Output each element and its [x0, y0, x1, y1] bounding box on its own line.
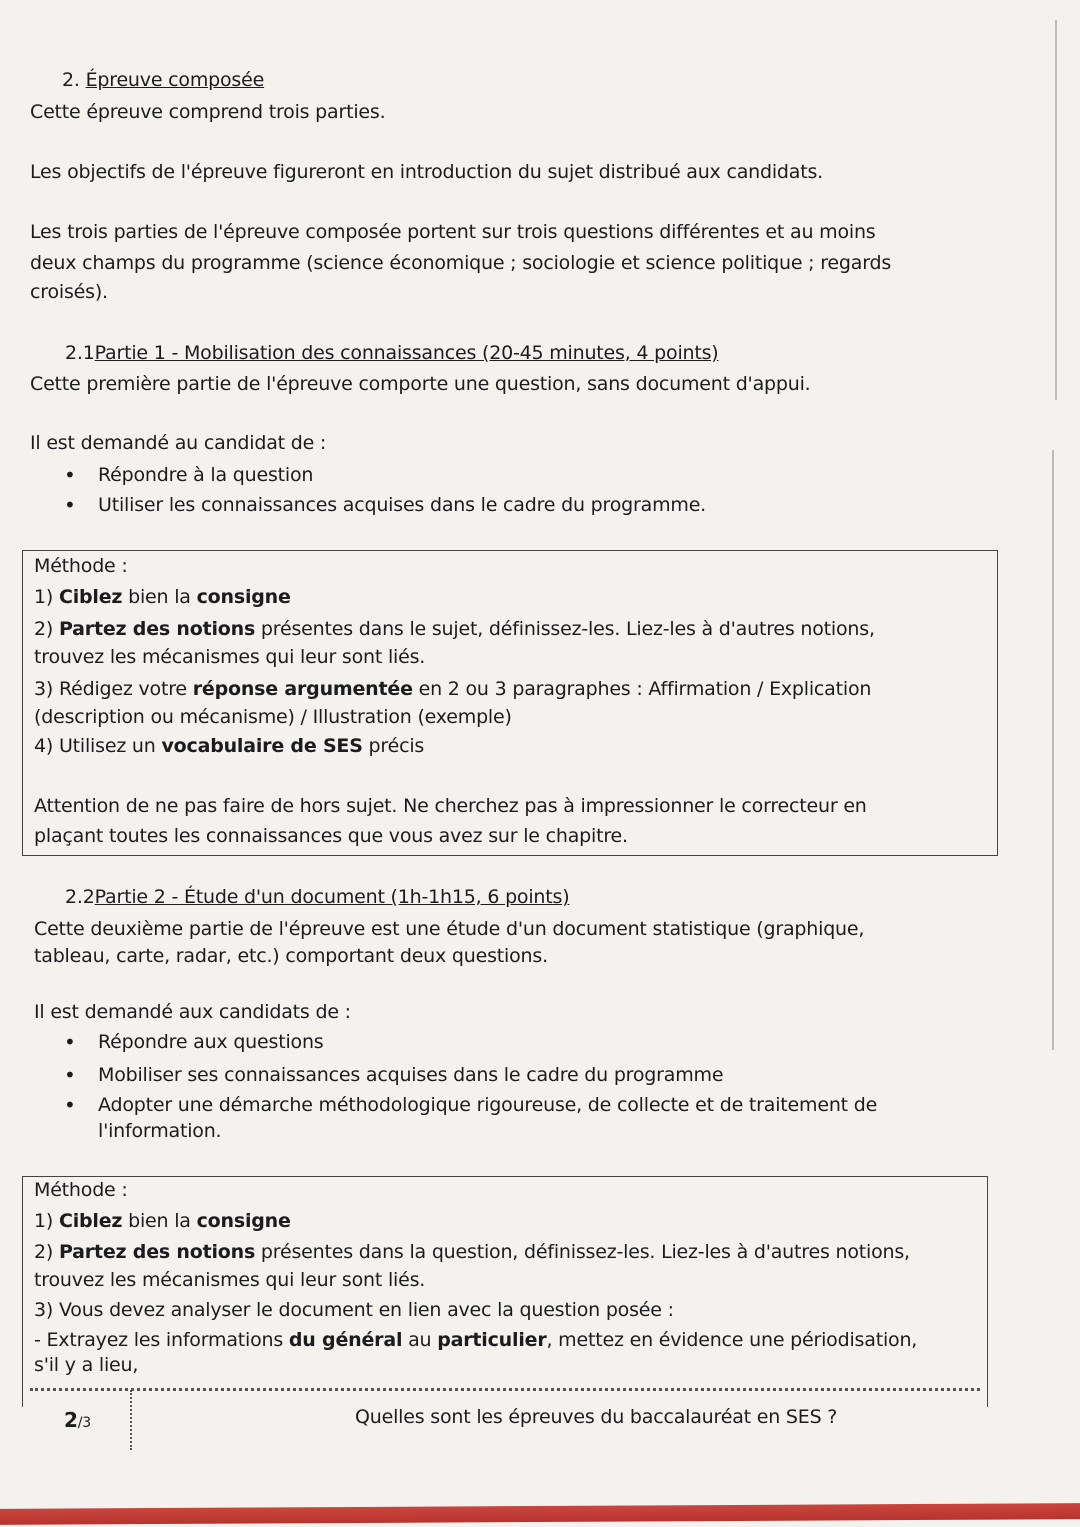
underlined-heading: Partie 2 - Étude d'un document (1h-1h15, 6 points): [94, 886, 570, 908]
text-segment: au: [402, 1329, 438, 1351]
part2-desc-line: [34, 917, 864, 941]
page-edge: [1055, 20, 1057, 400]
text-segment: Il est demandé au candidat de :: [30, 432, 327, 454]
text-segment: croisés).: [30, 281, 108, 303]
text-segment: s'il y a lieu,: [34, 1354, 139, 1376]
intro-2-line: [30, 160, 823, 184]
red-binder-edge: [0, 1503, 1080, 1525]
bold-text: consigne: [196, 586, 291, 608]
text-segment: Méthode :: [34, 1179, 128, 1201]
part1-desc-line: [30, 372, 811, 396]
m1-2b-line: [34, 645, 425, 669]
text-segment: Cette deuxième partie de l'épreuve est une étude d'un document statistique (graphique,: [34, 918, 865, 940]
part2-heading-line: [65, 885, 569, 909]
text-segment: Attention de ne pas faire de hors sujet. Ne cherchez pas à impressionner le correcteur en: [34, 795, 867, 817]
text-segment: Les trois parties de l'épreuve composée portent sur trois questions différentes et au moins: [30, 221, 876, 243]
text-segment: Cette épreuve comprend trois parties.: [30, 101, 386, 123]
text-segment: - Extrayez les informations: [34, 1329, 289, 1351]
footer-page-number: [64, 1408, 91, 1435]
text-segment: deux champs du programme (science économique ; sociologie et science politique ; regards: [30, 252, 892, 274]
text-segment: 2): [34, 1241, 59, 1263]
text-segment: tableau, carte, radar, etc.) comportant deux questions.: [34, 945, 548, 967]
m2-3-extract-line: [34, 1353, 138, 1377]
part2-bullet-1-line: [98, 1030, 324, 1054]
text-segment: 2.2: [65, 886, 95, 908]
text-segment: Les objectifs de l'épreuve figureront en introduction du sujet distribué aux candidats.: [30, 161, 824, 183]
underlined-heading: Épreuve composée: [85, 69, 265, 91]
text-segment: trouvez les mécanismes qui leur sont liés.: [34, 1269, 426, 1291]
text-segment: plaçant toutes les connaissances que vous avez sur le chapitre.: [34, 825, 628, 847]
m2-1-line: [34, 1209, 291, 1233]
text-segment: Répondre aux questions: [98, 1031, 324, 1053]
text-segment: 2.1: [65, 342, 95, 364]
m2-2b-line: [34, 1268, 425, 1292]
m1-title-line: [34, 554, 128, 578]
m1-warn-line: [34, 824, 628, 848]
page-edge: [1052, 450, 1054, 1050]
bullet-icon: •: [64, 463, 76, 487]
bold-text: vocabulaire de SES: [161, 735, 363, 757]
text-segment: présentes dans la question, définissez-les. Liez-les à d'autres notions,: [255, 1241, 910, 1263]
text-segment: Utiliser les connaissances acquises dans le cadre du programme.: [98, 494, 707, 516]
bullet-icon: •: [64, 1030, 76, 1054]
page-total: /3: [77, 1415, 91, 1431]
bold-text: Partez des notions: [58, 1241, 256, 1263]
part1-heading-line: [65, 341, 719, 365]
part2-bullet-2-line: [98, 1063, 723, 1087]
bullet-icon: •: [64, 1063, 76, 1087]
bold-text: consigne: [196, 1210, 291, 1232]
bold-text: Ciblez: [58, 586, 123, 608]
intro-1-line: [30, 100, 385, 124]
m2-title-line: [34, 1178, 128, 1202]
intro-3b-line: [30, 251, 891, 275]
m1-3a-line: [34, 677, 871, 701]
text-segment: Adopter une démarche méthodologique rigoureuse, de collecte et de traitement de: [98, 1094, 878, 1116]
part2-desc-line: [34, 944, 548, 968]
part2-bullet-3a-line: [98, 1093, 877, 1117]
text-segment: 1): [34, 1210, 59, 1232]
text-segment: 2.: [62, 69, 86, 91]
m1-4-line: [34, 734, 424, 758]
bold-text: du général: [288, 1329, 403, 1351]
m2-3-line: [34, 1298, 674, 1322]
footer-title: Quelles sont les épreuves du baccalauréat en SES ?: [355, 1406, 838, 1428]
text-segment: précis: [362, 735, 425, 757]
part1-bullet-1-line: [98, 463, 313, 487]
section-2-heading-line: [62, 68, 264, 92]
bullet-icon: •: [64, 493, 76, 517]
m2-3-extract-line: [34, 1328, 917, 1352]
text-segment: 1): [34, 586, 59, 608]
text-segment: Mobiliser ses connaissances acquises dans le cadre du programme: [98, 1064, 724, 1086]
footer-separator: [130, 1390, 132, 1450]
text-segment: 4) Utilisez un: [34, 735, 162, 757]
text-segment: bien la: [122, 1210, 197, 1232]
part1-bullet-2-line: [98, 493, 706, 517]
bold-text: réponse argumentée: [192, 678, 413, 700]
text-segment: présentes dans le sujet, définissez-les. Liez-les à d'autres notions,: [255, 618, 875, 640]
text-segment: 2): [34, 618, 59, 640]
text-segment: Il est demandé aux candidats de :: [34, 1001, 351, 1023]
bold-text: Ciblez: [58, 1210, 123, 1232]
bold-text: particulier: [437, 1329, 547, 1351]
text-segment: 3) Rédigez votre: [34, 678, 193, 700]
m1-warn-line: [34, 794, 867, 818]
part1-ask-line: [30, 431, 326, 455]
intro-3a-line: [30, 220, 876, 244]
text-segment: Méthode :: [34, 555, 128, 577]
text-segment: Cette première partie de l'épreuve comporte une question, sans document d'appui.: [30, 373, 811, 395]
text-segment: en 2 ou 3 paragraphes : Affirmation / Explication: [412, 678, 872, 700]
page-current: 2: [64, 1408, 78, 1432]
footer-divider: [30, 1388, 980, 1391]
text-segment: (description ou mécanisme) / Illustration (exemple): [34, 706, 512, 728]
text-segment: Répondre à la question: [98, 464, 314, 486]
text-segment: bien la: [122, 586, 197, 608]
text-segment: 3) Vous devez analyser le document en lien avec la question posée :: [34, 1299, 674, 1321]
m1-3b-line: [34, 705, 512, 729]
underlined-heading: Partie 1 - Mobilisation des connaissances (20-45 minutes, 4 points): [94, 342, 719, 364]
m2-2a-line: [34, 1240, 910, 1264]
m1-2a-line: [34, 617, 875, 641]
text-segment: , mettez en évidence une périodisation,: [546, 1329, 918, 1351]
bullet-icon: •: [64, 1093, 76, 1117]
part2-ask-line: [34, 1000, 351, 1024]
text-segment: trouvez les mécanismes qui leur sont liés.: [34, 646, 426, 668]
intro-3c-line: [30, 280, 108, 304]
bold-text: Partez des notions: [58, 618, 256, 640]
text-segment: l'information.: [98, 1120, 222, 1142]
part2-bullet-3b-line: [98, 1119, 221, 1143]
m1-1-line: [34, 585, 291, 609]
